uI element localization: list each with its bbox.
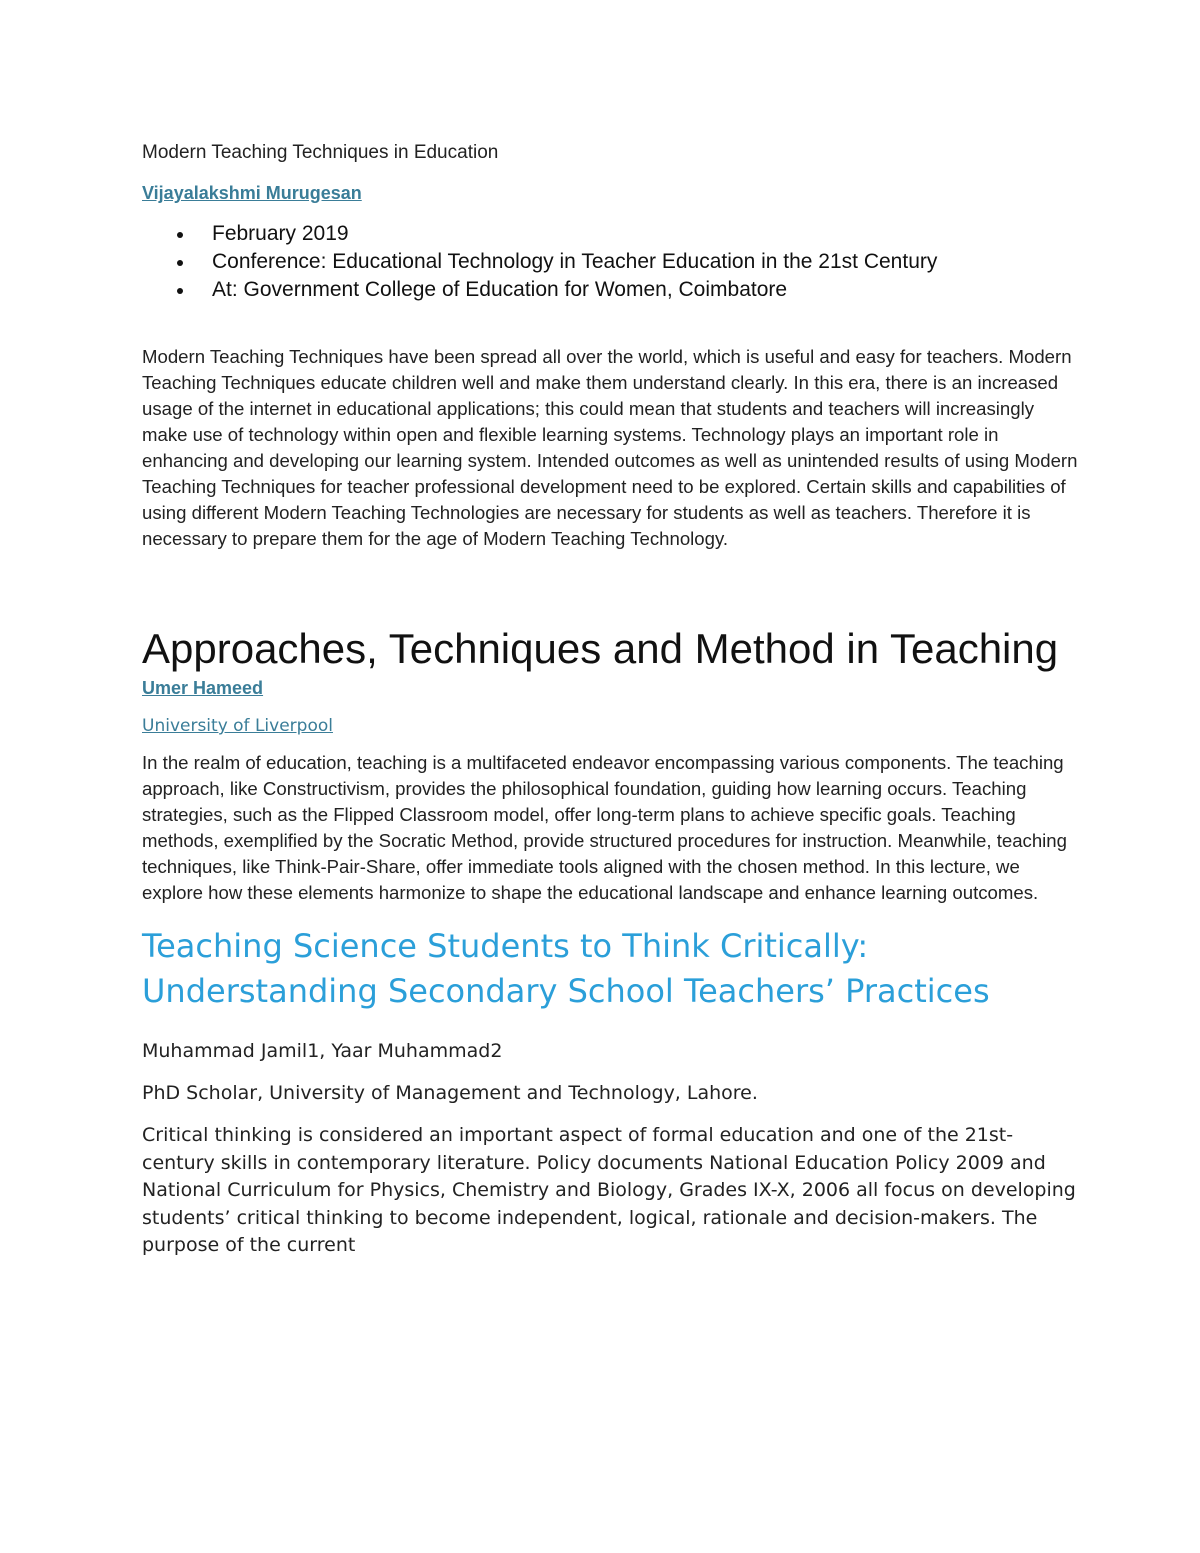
meta-date-text: February 2019 (212, 222, 349, 245)
heading-critical-thinking: Teaching Science Students to Think Critically: Understanding Secondary School Teachers’ Practices (142, 927, 990, 1010)
heading-approaches: Approaches, Techniques and Method in Teaching (142, 625, 1059, 672)
document-title: Modern Teaching Techniques in Education (142, 142, 499, 163)
author-link-murugesan[interactable]: Vijayalakshmi Murugesan (142, 183, 362, 203)
meta-item-conference (142, 248, 1082, 276)
meta-location-text: At: Government College of Education for Women, Coimbatore (212, 278, 788, 301)
bullet-icon (177, 232, 183, 238)
affiliation-link-liverpool[interactable]: University of Liverpool (142, 716, 333, 736)
bullet-icon (177, 288, 183, 294)
abstract-critical-thinking: Critical thinking is considered an important aspect of formal education and one of the 21st-century skills in contemporary literature. Policy documents National Education Policy 2009 and National Curriculum for Physics, Chemistry and Biology, Grades IX-X, 2006 all focus on developing students’ critical thinking to become independent, logical, rationale and decision-makers. The purpose of the current (142, 1124, 1076, 1256)
bullet-icon (177, 260, 183, 266)
authors-jamil-muhammad: Muhammad Jamil1, Yaar Muhammad2 (142, 1040, 503, 1062)
author-link-hameed[interactable]: Umer Hameed (142, 678, 264, 698)
abstract-modern-teaching: Modern Teaching Techniques have been spread all over the world, which is useful and easy for teachers. Modern Teaching Techniques educate children well and make them understand clearly. In this era, there is an increased usage of the internet in educational applications; this could mean that students and teachers will increasingly make use of technology within open and flexible learning systems. Technology plays an important role in enhancing and developing our learning system. Intended outcomes as well as unintended results of using Modern Teaching Techniques for teacher professional development need to be explored. Certain skills and capabilities of using different Modern Teaching Technologies are necessary for students as well as teachers. Therefore it is necessary to prepare them for the age of Modern Teaching Technology. (142, 346, 1078, 549)
abstract-approaches: In the realm of education, teaching is a multifaceted endeavor encompassing various components. The teaching approach, like Constructivism, provides the philosophical foundation, guiding how learning occurs. Teaching strategies, such as the Flipped Classroom model, offer long-term plans to achieve specific goals. Teaching methods, exemplified by the Socratic Method, provide structured procedures for instruction. Meanwhile, teaching techniques, like Think-Pair-Share, offer immediate tools aligned with the chosen method. In this lecture, we explore how these elements harmonize to shape the educational landscape and enhance learning outcomes. (142, 752, 1067, 903)
conference-meta-list (142, 220, 1082, 304)
document-page (142, 138, 1082, 1260)
affiliation-umt: PhD Scholar, University of Management and Technology, Lahore. (142, 1082, 758, 1104)
meta-conference-text: Conference: Educational Technology in Teacher Education in the 21st Century (212, 250, 938, 273)
meta-item-date (142, 220, 1082, 248)
meta-item-location (142, 276, 1082, 304)
